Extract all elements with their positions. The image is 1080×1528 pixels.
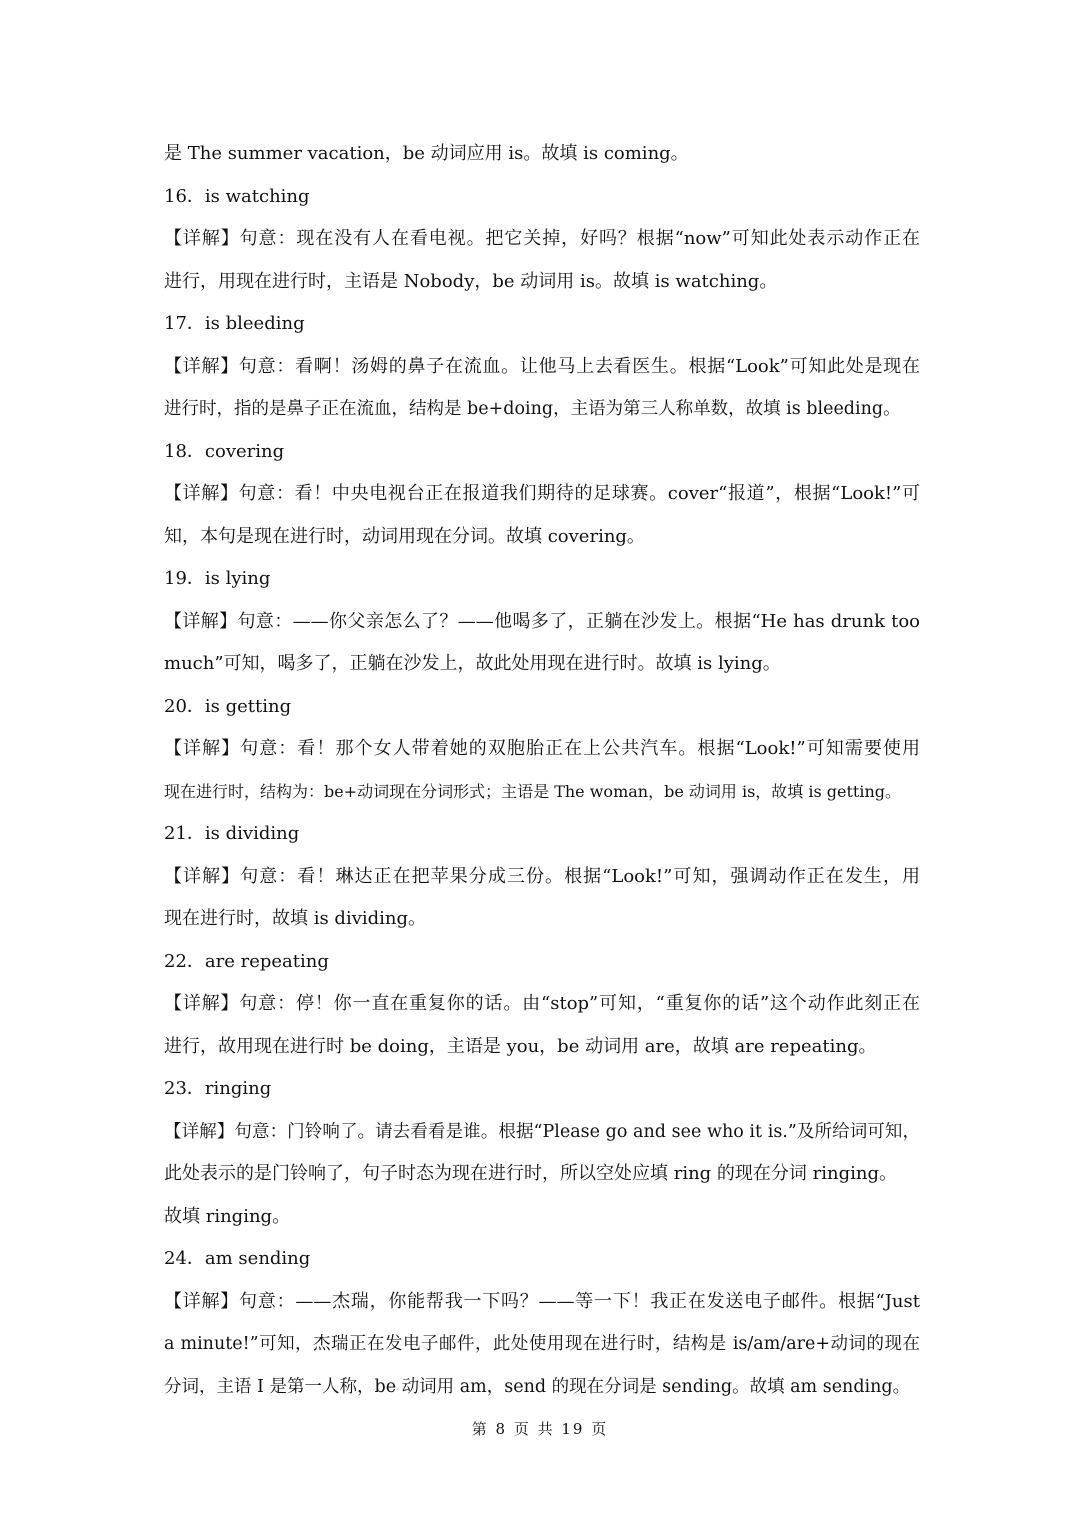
explanation-line: 【详解】句意：——杰瑞，你能帮我一下吗？——等一下！我正在发送电子邮件。根据“Just [164,1290,920,1312]
answer-item: 23．ringing [164,1078,272,1099]
answer-item: 17．is bleeding [164,313,305,334]
answer-item: 16．is watching [164,185,310,207]
explanation-line: 是 The summer vacation，be 动词应用 is。故填 is coming。 [164,143,689,164]
answer-item: 20．is getting [164,695,292,717]
explanation-line: 【详解】句意：看啊！汤姆的鼻子在流血。让他马上去看医生。根据“Look”可知此处是现在 [164,355,920,377]
explanation-line: 【详解】句意：门铃响了。请去看看是谁。根据“Please go and see who it is.”及所给词可知， [164,1121,920,1142]
answer-item: 19．is lying [164,568,271,589]
explanation-line: 【详解】句意：停！你一直在重复你的话。由“stop”可知，“重复你的话”这个动作此刻正在 [164,993,920,1014]
explanation-line: 分词，主语 I 是第一人称，be 动词用 am，send 的现在分词是 sending。故填 am sending。 [164,1376,911,1397]
explanation-line: 【详解】句意：看！那个女人带着她的双胞胎正在上公共汽车。根据“Look!”可知需要使用 [164,738,920,759]
explanation-line: 【详解】句意：现在没有人在看电视。把它关掉，好吗？根据“now”可知此处表示动作正在 [164,228,920,249]
explanation-line: 进行时，指的是鼻子正在流血，结构是 be+doing，主语为第三人称单数，故填 is bleeding。 [164,399,901,419]
explanation-line: 【详解】句意：看！琳达正在把苹果分成三份。根据“Look!”可知，强调动作正在发生，用 [164,865,920,887]
explanation-line: 现在进行时，故填 is dividing。 [164,908,427,929]
answer-item: 21．is dividing [164,823,300,844]
explanation-line: 现在进行时，结构为：be+动词现在分词形式；主语是 The woman，be 动词用 is，故填 is getting。 [164,781,902,801]
answer-explanations [164,133,920,1408]
explanation-line: 进行，用现在进行时，主语是 Nobody，be 动词用 is。故填 is watching。 [164,270,778,292]
explanation-line: 此处表示的是门铃响了，句子时态为现在进行时，所以空处应填 ring 的现在分词 ringing。 [164,1163,897,1184]
answer-item: 22．are repeating [164,950,329,972]
page-number-footer: 第 8 页 共 19 页 [471,1420,609,1438]
answer-item: 24．am sending [164,1248,311,1269]
explanation-line: 知，本句是现在进行时，动词用现在分词。故填 covering。 [164,525,645,547]
answer-item: 18．covering [164,440,285,462]
explanation-line: 进行，故用现在进行时 be doing，主语是 you，be 动词用 are，故填 are repeating。 [164,1035,877,1057]
explanation-line: much”可知，喝多了，正躺在沙发上，故此处用现在进行时。故填 is lying。 [164,653,781,674]
explanation-line: a minute!”可知，杰瑞正在发电子邮件，此处使用现在进行时，结构是 is/am/are+动词的现在 [164,1334,920,1354]
explanation-line: 故填 ringing。 [164,1205,291,1227]
explanation-line: 【详解】句意：看！中央电视台正在报道我们期待的足球赛。cover“报道”，根据“Look!”可 [164,483,920,504]
explanation-line: 【详解】句意：——你父亲怎么了？——他喝多了，正躺在沙发上。根据“He has drunk too [164,610,920,632]
